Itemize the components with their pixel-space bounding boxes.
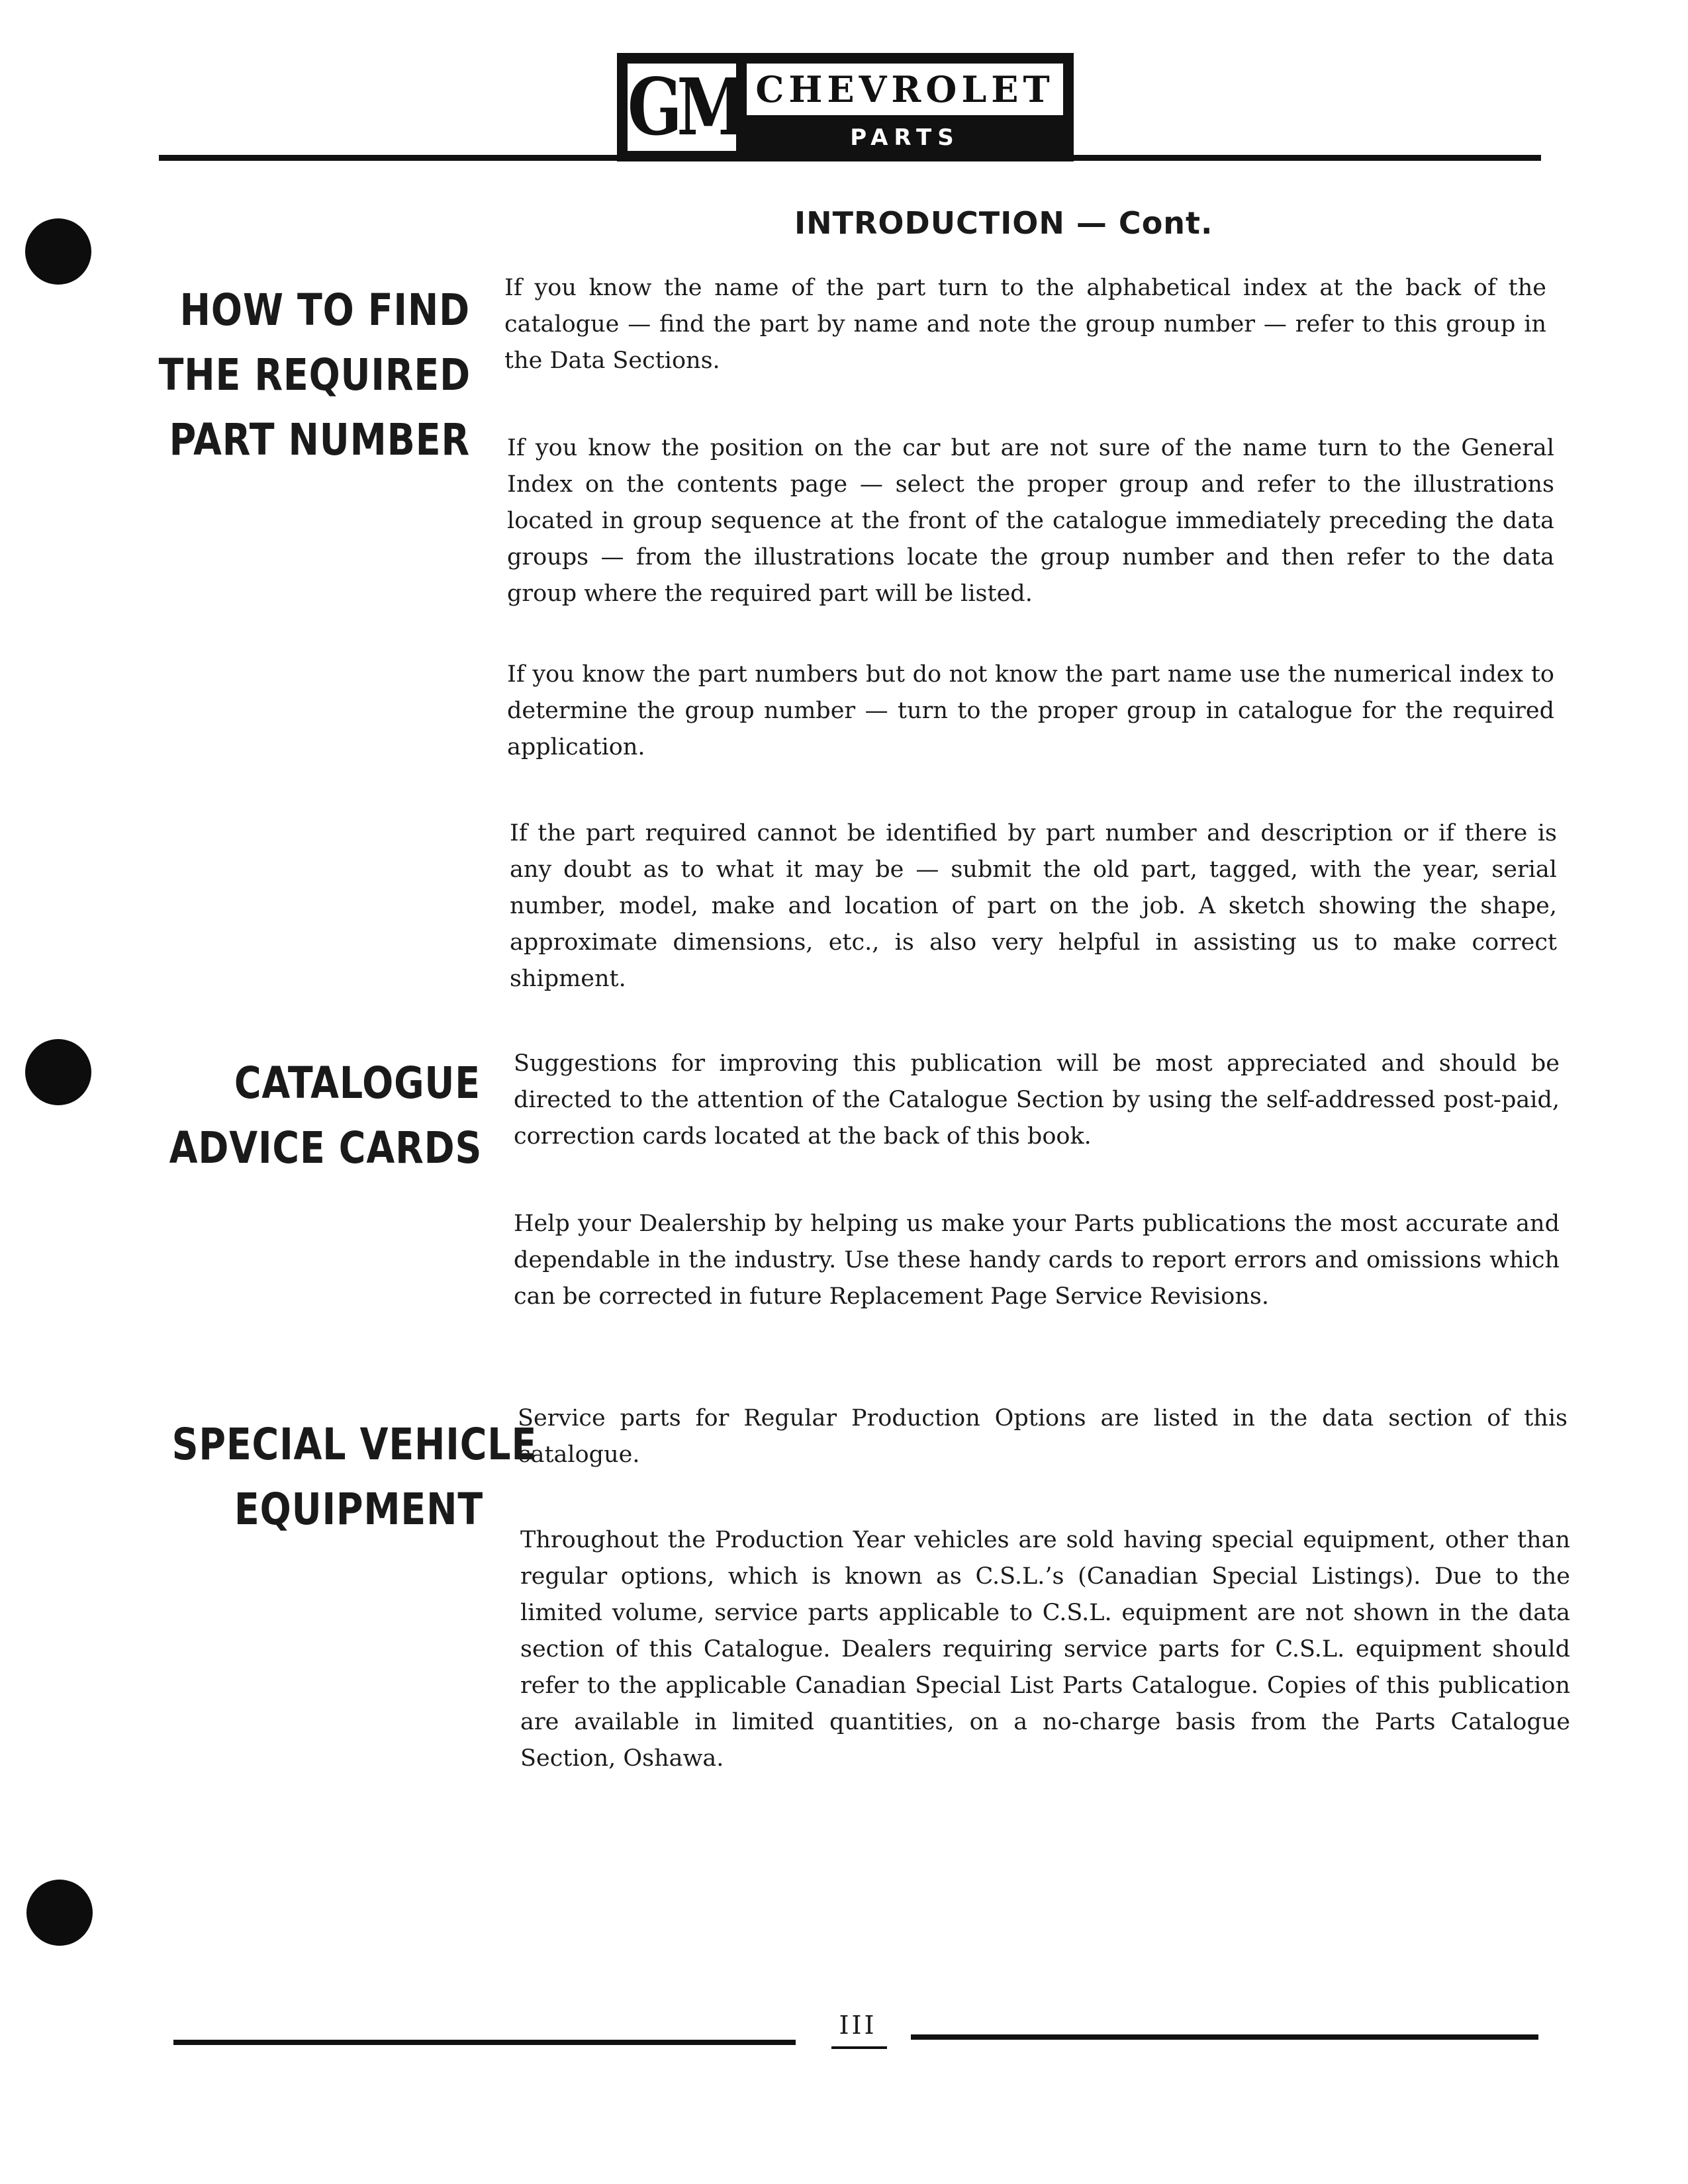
section-heading-catalogue-advice-cards: [169, 1051, 481, 1181]
paragraph: Throughout the Production Year vehicles are sold having special equipment, other than regular options, which is known as C.S.L.’s (Canadian Special Listings). Due to the limited volume, service parts applicable to C.S.L. equipment are not shown in the data section of this Catalogue. Dealers requiring service parts for C.S.L. equipment should refer to the applicable Canadian Special List Parts Catalogue. Copies of this publication are available in limited quantities, on a no-charge basis from the Parts Catalogue Section, Oshawa.: [520, 1527, 1570, 1772]
heading-line: CATALOGUE: [234, 1058, 481, 1109]
heading-line: THE REQUIRED: [158, 349, 471, 400]
heading-line: HOW TO FIND: [179, 285, 470, 336]
binder-hole-top: [25, 218, 91, 285]
page-number: III: [839, 2011, 877, 2040]
binder-hole-bottom: [26, 1880, 93, 1946]
section-heading-how-to-find: [159, 278, 470, 473]
heading-line: ADVICE CARDS: [169, 1122, 483, 1173]
heading-line: SPECIAL VEHICLE: [171, 1419, 538, 1470]
page-number-underline: [831, 2046, 887, 2049]
heading-line: EQUIPMENT: [234, 1484, 483, 1535]
brand-name: CHEVROLET: [747, 64, 1063, 115]
catalogue-subtitle: PARTS CATALOGUE: [804, 124, 1006, 188]
section-heading-special-vehicle-equipment: [171, 1412, 538, 1542]
paragraph: If the part required cannot be identified by part number and description or if there is any doubt as to what it may be — submit the old part, tagged, with the year, serial number, model, make and location of part on the job. A sketch showing the shape, approximate dimensions, etc., is also very helpful in assisting us to make correct shipment.: [510, 820, 1557, 992]
gm-chevrolet-logo: [617, 53, 1074, 188]
binder-hole-middle: [25, 1039, 91, 1105]
header-rule: [159, 155, 1541, 161]
paragraph: Service parts for Regular Production Options are listed in the data section of this catalogue.: [518, 1405, 1568, 1468]
footer-rule-right: [911, 2034, 1538, 2040]
paragraph: If you know the name of the part turn to the alphabetical index at the back of the catalogue — find the part by name and note the group number — refer to this group in the Data Sections.: [504, 275, 1546, 374]
gm-logo-mark: GM: [628, 61, 743, 153]
paragraph: If you know the part numbers but do not know the part name use the numerical index to determine the group number — turn to the proper group in catalogue for the required application.: [507, 661, 1554, 760]
paragraph: Suggestions for improving this publication will be most appreciated and should be directed to the attention of the Catalogue Section by using the self-addressed post-paid, correction cards located at the back of this book.: [514, 1050, 1560, 1150]
paragraph: Help your Dealership by helping us make your Parts publications the most accurate and dependable in the industry. Use these handy cards to report errors and omissions which can be corrected in future Replacement Page Service Revisions.: [514, 1210, 1560, 1310]
heading-line: PART NUMBER: [169, 414, 471, 465]
page-title: INTRODUCTION — Cont.: [794, 205, 1213, 241]
paragraph: If you know the position on the car but are not sure of the name turn to the General Index on the contents page — select the proper group and refer to the illustrations located in group sequence at the front of the catalogue immediately preceding the data groups — from the illustrations locate the group number and then refer to the data group where the required part will be listed.: [507, 435, 1554, 607]
footer-rule-left: [173, 2040, 796, 2045]
